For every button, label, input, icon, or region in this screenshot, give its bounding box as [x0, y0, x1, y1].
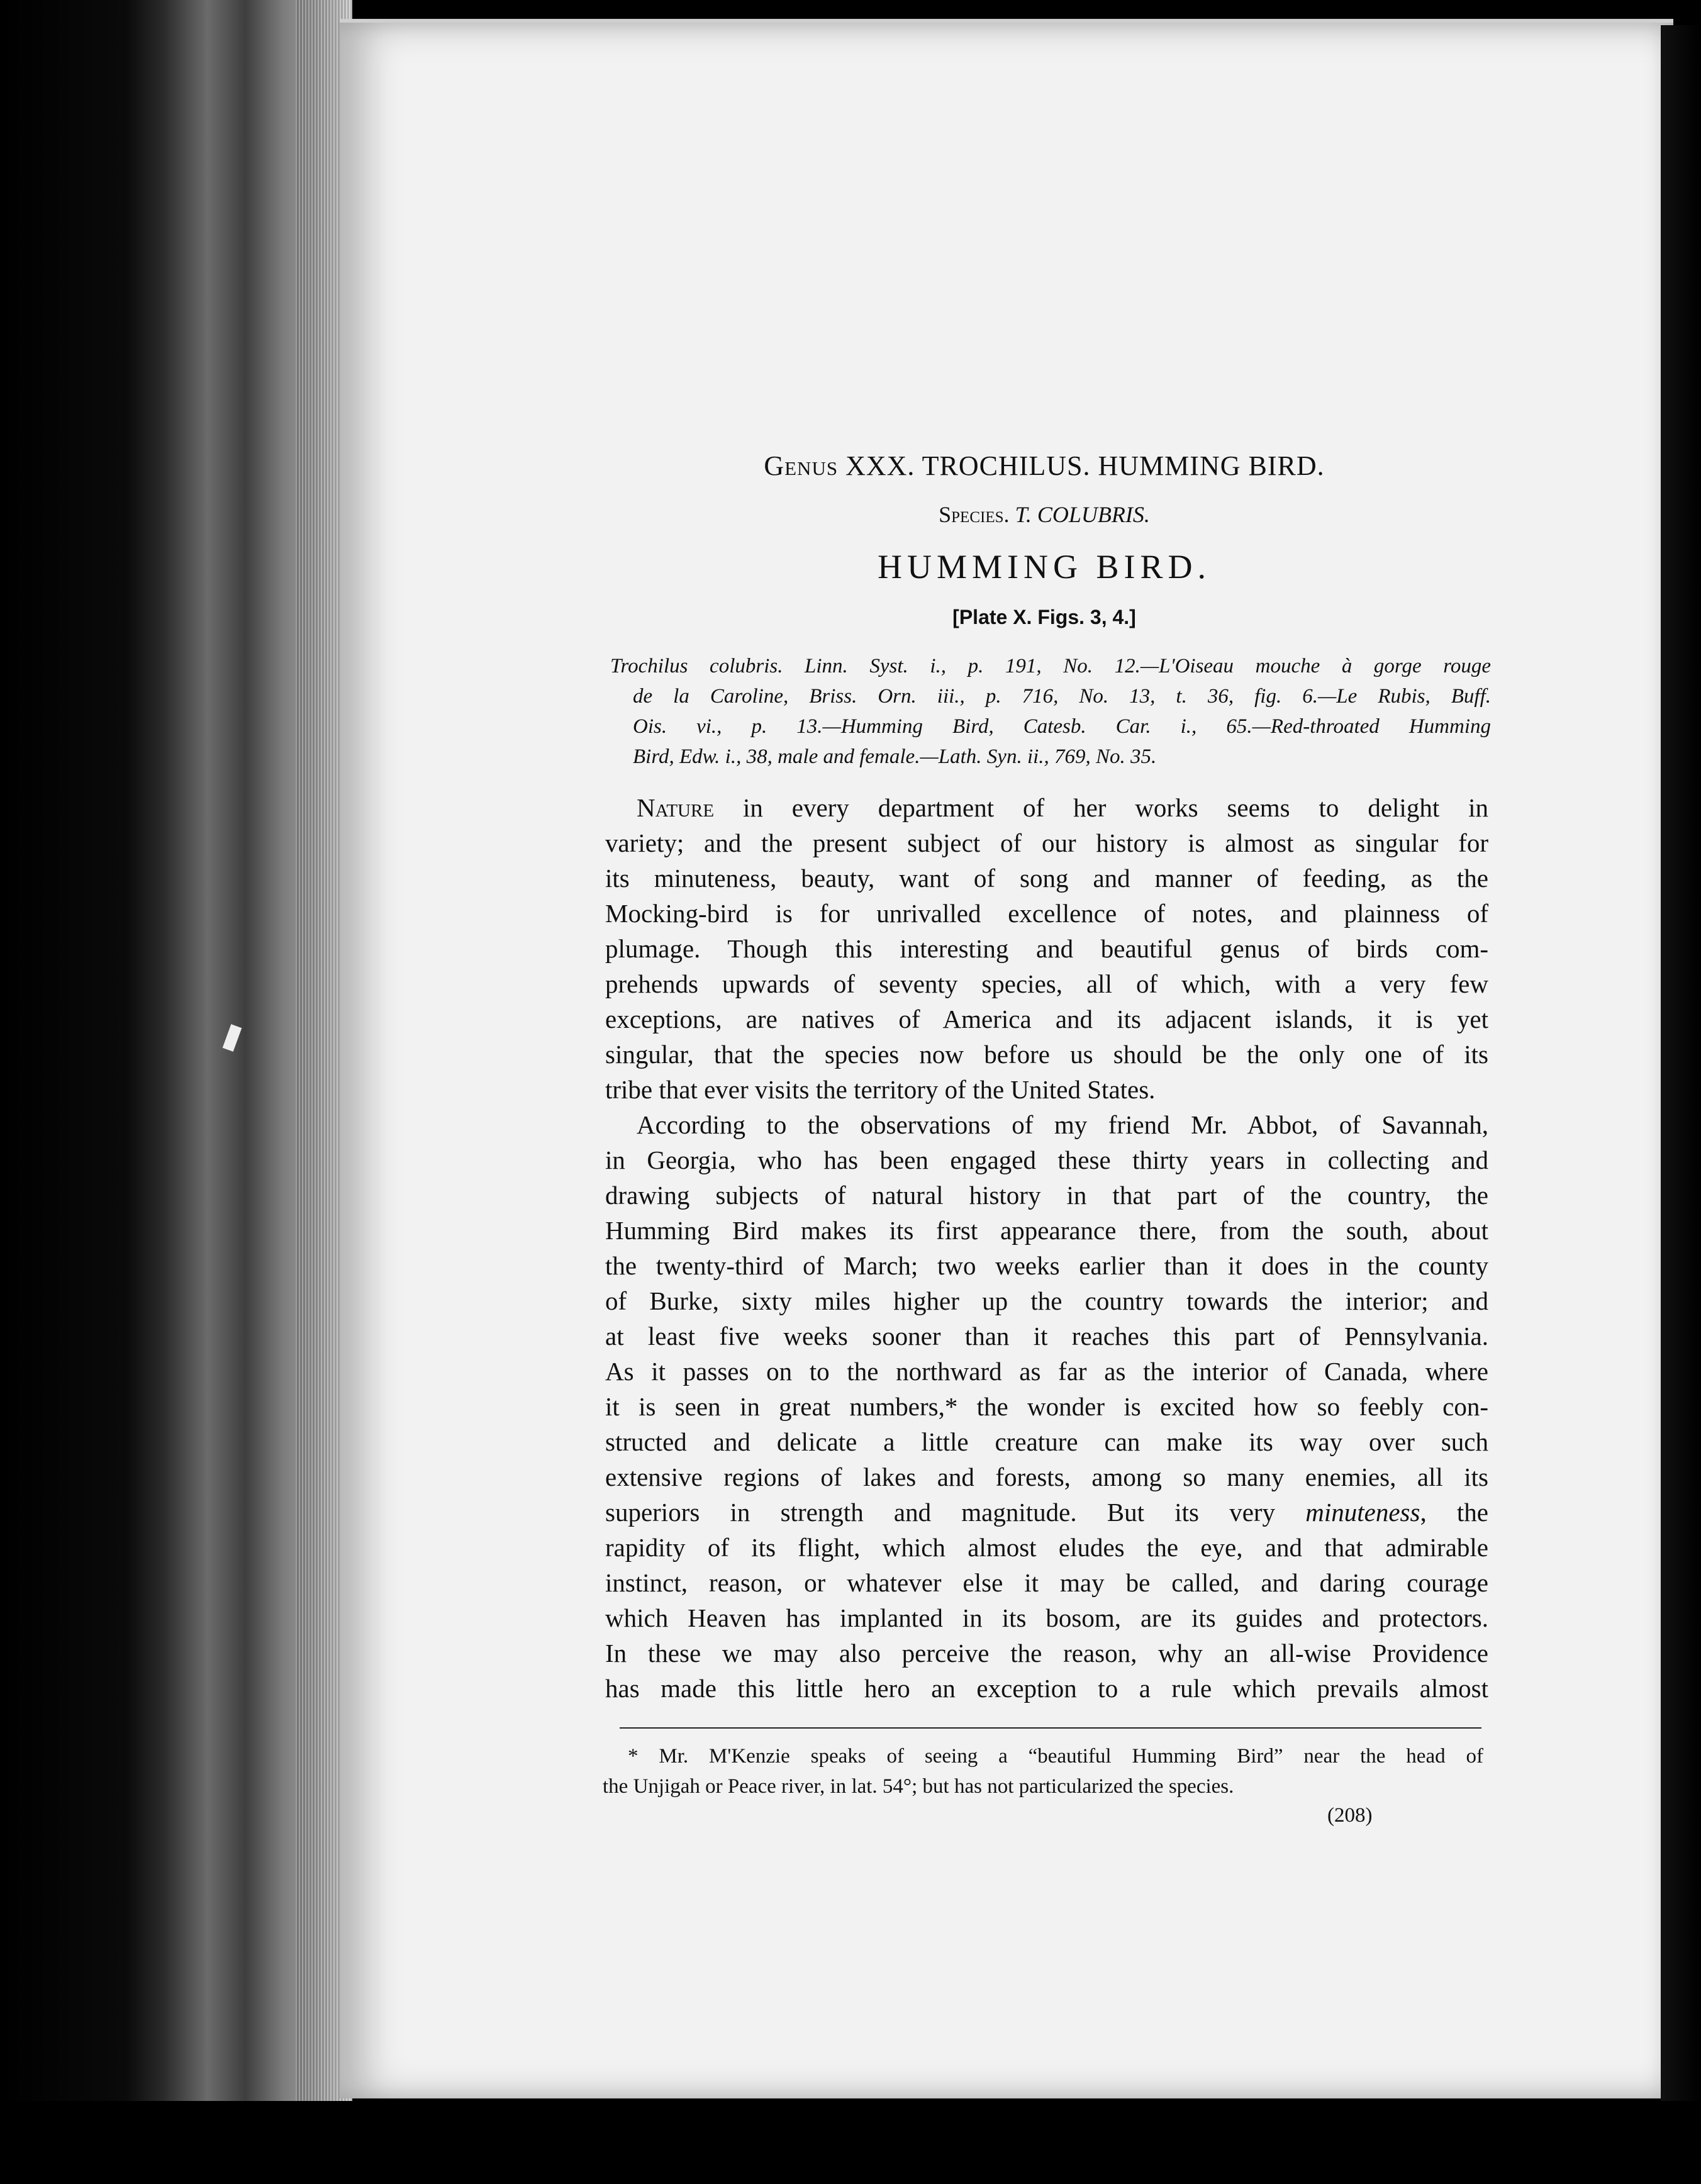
body-line: In these we may also perceive the reason, why an all-wise Providence — [605, 1639, 1488, 1668]
body-text — [605, 790, 1488, 1706]
body-line: drawing subjects of natural history in that part of the country, the — [605, 1181, 1488, 1210]
body-line: Mocking-bird is for unrivalled excellence of notes, and plainness of — [605, 899, 1488, 928]
background — [0, 2101, 1701, 2184]
body-line: superiors in strength and magnitude. But its very minuteness, the — [605, 1498, 1488, 1527]
genus-label: Genus — [764, 450, 839, 481]
body-line: which Heaven has implanted in its bosom, are its guides and protectors. — [605, 1603, 1488, 1632]
body-line: prehends upwards of seventy species, all of which, with a very few — [605, 969, 1488, 998]
body-line: exceptions, are natives of America and its adjacent islands, it is yet — [605, 1005, 1488, 1034]
body-line: tribe that ever visits the territory of the United States. — [605, 1075, 1156, 1104]
synonymy-line: Bird, Edw. i., 38, male and female.—Lath. Syn. ii., 769, No. 35. — [633, 745, 1157, 768]
body-line: As it passes on to the northward as far as the interior of Canada, where — [605, 1357, 1488, 1386]
body-line: singular, that the species now before us should be the only one of its — [605, 1040, 1488, 1069]
synonymy-line: Ois. vi., p. 13.—Humming Bird, Catesb. Car. i., 65.—Red-throated Humming — [633, 715, 1491, 738]
body-line: instinct, reason, or whatever else it may be called, and daring courage — [605, 1568, 1488, 1597]
page-number: (208) — [1327, 1804, 1373, 1827]
species-name: T. COLUBRIS. — [1015, 502, 1150, 527]
italic-word: minuteness — [1305, 1498, 1420, 1527]
footnote — [603, 1741, 1483, 1802]
page-shadow — [1661, 25, 1701, 2101]
body-line: its minuteness, beauty, want of song and manner of feeding, as the — [605, 864, 1488, 893]
body-line: in Georgia, who has been engaged these thirty years in collecting and — [605, 1145, 1488, 1174]
body-line: variety; and the present subject of our history is almost as singular for — [605, 828, 1488, 857]
body-line: it is seen in great numbers,* the wonder is excited how so feebly con- — [605, 1392, 1488, 1421]
body-line: the twenty-third of March; two weeks earlier than it does in the county — [605, 1251, 1488, 1280]
body-line: rapidity of its flight, which almost eludes the eye, and that admirable — [605, 1533, 1488, 1562]
species-heading — [604, 501, 1485, 528]
body-line: of Burke, sixty miles higher up the country towards the interior; and — [605, 1286, 1488, 1315]
synonymy-block — [610, 651, 1491, 772]
genus-heading — [604, 450, 1485, 482]
footnote-rule — [620, 1727, 1481, 1729]
footnote-line: the Unjigah or Peace river, in lat. 54°; but has not particularized the species. — [603, 1775, 1234, 1798]
body-line: Nature in every department of her works seems to delight in — [637, 793, 1488, 822]
body-line: plumage. Though this interesting and beautiful genus of birds com- — [605, 934, 1488, 963]
body-line: at least five weeks sooner than it reaches this part of Pennsylvania. — [605, 1322, 1488, 1351]
body-line: structed and delicate a little creature can make its way over such — [605, 1427, 1488, 1456]
body-line: has made this little hero an exception to a rule which prevails almost — [605, 1674, 1488, 1703]
drop-word: Nature — [637, 793, 715, 822]
synonymy-line: Trochilus colubris. Linn. Syst. i., p. 191, No. 12.—L'Oiseau mouche à gorge rouge — [610, 655, 1491, 677]
body-line: extensive regions of lakes and forests, among so many enemies, all its — [605, 1462, 1488, 1491]
footnote-line: * Mr. M'Kenzie speaks of seeing a “beautiful Humming Bird” near the head of — [628, 1745, 1483, 1768]
body-line: Humming Bird makes its first appearance there, from the south, about — [605, 1216, 1488, 1245]
body-line: According to the observations of my friend Mr. Abbot, of Savannah, — [637, 1110, 1488, 1139]
page-title: HUMMING BIRD. — [877, 548, 1211, 586]
synonymy-line: de la Caroline, Briss. Orn. iii., p. 716, No. 13, t. 36, fig. 6.—Le Rubis, Buff. — [633, 685, 1491, 708]
plate-reference: [Plate X. Figs. 3, 4.] — [952, 606, 1136, 628]
species-label: Species. — [939, 502, 1010, 527]
genus-text: XXX. TROCHILUS. HUMMING BIRD. — [845, 450, 1325, 481]
